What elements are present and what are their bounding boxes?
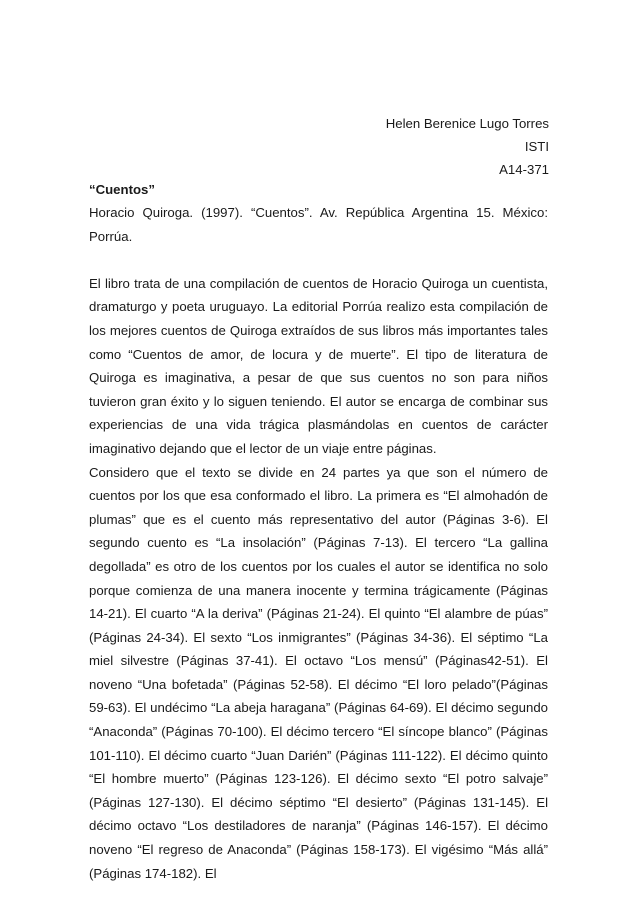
paragraph-structure: Considero que el texto se divide en 24 partes ya que son el número de cuentos por los que esa conformado el libro. La primera es “El almohadón de plumas” que es el cuento más representativo del autor (Páginas 3-6). El segundo cuento es “La insolación” (Páginas 7-13). El tercero “La gallina degollada” es otro de los cuentos por los cuales el autor se identifica no solo porque comienza de una manera inocente y termina trágicamente (Páginas 14-21). El cuarto “A la deriva” (Páginas 21-24). El quinto “El alambre de púas” (Páginas 24-34). El sexto “Los inmigrantes” (Páginas 34-36). El séptimo “La miel silvestre (Páginas 37-41). El octavo “Los mensú” (Páginas42-51). El noveno “Una bofetada” (Páginas 52-58). El décimo “El loro pelado”(Páginas 59-63). El undécimo “La abeja haragana” (Páginas 64-69). El décimo segundo “Anaconda” (Páginas 70-100). El décimo tercero “El síncope blanco” (Páginas 101-110). El décimo cuarto “Juan Darién” (Páginas 111-122). El décimo quinto “El hombre muerto” (Páginas 123-126). El décimo sexto “El potro salvaje” (Páginas 127-130). El décimo séptimo “El desierto” (Páginas 131-145). El décimo octavo “Los destiladores de naranja” (Páginas 146-157). El décimo noveno “El regreso de Anaconda” (Páginas 158-173). El vigésimo “Más allá” (Páginas 174-182). El [89, 464, 548, 881]
citation: Horacio Quiroga. (1997). “Cuentos”. Av. República Argentina 15. México: Porrúa. [89, 205, 548, 244]
school-name: ISTI [524, 139, 549, 154]
paragraph-spacer [89, 248, 548, 272]
author-name: Helen Berenice Lugo Torres [385, 116, 549, 131]
document-title: “Cuentos” [89, 182, 155, 197]
header-block [386, 112, 549, 181]
paragraph-summary: El libro trata de una compilación de cuentos de Horacio Quiroga un cuentista, dramaturgo y poeta uruguayo. La editorial Porrúa realizo esta compilación de los mejores cuentos de Quiroga extraídos de sus libros más importantes tales como “Cuentos de amor, de locura y de muerte”. El tipo de literatura de Quiroga es imaginativa, a pesar de que sus cuentos no son para niños tuvieron gran éxito y lo siguen teniendo. El autor se encarga de combinar sus experiencias de una vida trágica plasmándolas en cuentos de carácter imaginativo dejando que el lector de un viaje entre páginas. [89, 275, 548, 456]
student-code: A14-371 [499, 162, 549, 177]
document-body [89, 201, 548, 885]
